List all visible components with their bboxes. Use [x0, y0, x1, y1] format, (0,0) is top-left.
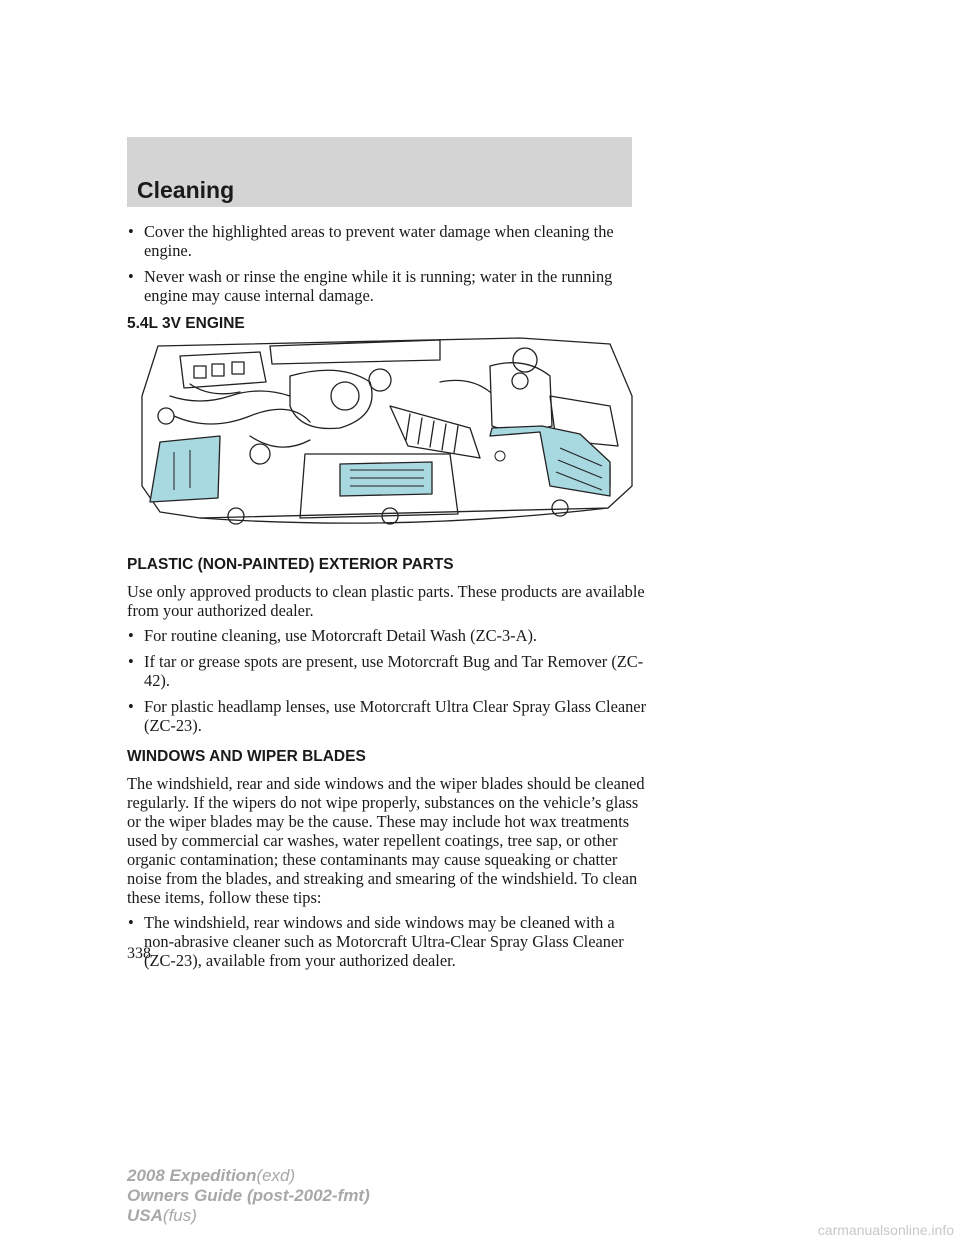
plastic-heading: PLASTIC (NON-PAINTED) EXTERIOR PARTS	[127, 556, 454, 573]
list-item	[127, 913, 647, 970]
list-item	[127, 652, 647, 690]
fuse-box	[180, 352, 266, 388]
windows-paragraph: The windshield, rear and side windows and the wiper blades should be cleaned regularly. If the wipers do not wipe properly, substances on the vehicle’s glass or the wiper blades may be the cause. These may include hot wax treatments used by commercial car washes, water repellent coatings, tree sap, or other organic contamination; these contaminants may cause squeaking or chatter noise from the blades, and streaking and smearing of the windshield. To clean these items, follow these tips:	[127, 774, 645, 907]
header-band	[127, 137, 632, 207]
highlighted-area-right-cover	[490, 426, 610, 496]
page-number: 338	[127, 945, 151, 962]
bullet-icon: •	[128, 697, 134, 716]
footer-market-code: (fus)	[162, 1206, 197, 1225]
bullet-icon: •	[128, 626, 134, 645]
plastic-paragraph: Use only approved products to clean plastic parts. These products are available from your authorized dealer.	[127, 582, 645, 620]
bullet-icon: •	[128, 913, 134, 932]
bullet-icon: •	[128, 652, 134, 671]
list-item	[127, 626, 647, 645]
highlighted-area-battery	[150, 436, 220, 502]
coolant-cap	[513, 348, 537, 372]
list-item	[127, 267, 647, 305]
bullet-icon: •	[128, 267, 134, 286]
list-item	[127, 222, 647, 260]
footer-line-2: Owners Guide (post-2002-fmt)	[127, 1186, 370, 1205]
engine-heading: 5.4L 3V ENGINE	[127, 315, 245, 332]
bullet-text: For plastic headlamp lenses, use Motorcraft Ultra Clear Spray Glass Cleaner (ZC-23).	[144, 697, 647, 735]
document-footer	[127, 1166, 370, 1226]
bullet-text: The windshield, rear windows and side windows may be cleaned with a non-abrasive cleaner such as Motorcraft Ultra-Clear Spray Glass Cleaner (ZC-23), available from your authorized dealer.	[144, 913, 624, 970]
bullet-icon: •	[128, 222, 134, 241]
footer-market: USA	[127, 1206, 163, 1225]
engine-illustration	[140, 336, 636, 534]
footer-model-code: (exd)	[256, 1166, 296, 1185]
bullet-text: Never wash or rinse the engine while it is running; water in the running engine may cause internal damage.	[144, 267, 613, 305]
intake-tube	[390, 406, 480, 458]
bullet-text: For routine cleaning, use Motorcraft Detail Wash (ZC-3-A).	[144, 626, 538, 645]
page-title: Cleaning	[137, 177, 235, 203]
bullet-text: Cover the highlighted areas to prevent water damage when cleaning the engine.	[144, 222, 614, 260]
watermark: carmanualsonline.info	[817, 1222, 954, 1238]
highlighted-area-plenum	[340, 462, 432, 496]
list-item	[127, 697, 647, 735]
bullet-text: If tar or grease spots are present, use Motorcraft Bug and Tar Remover (ZC-42).	[144, 652, 644, 690]
footer-line-1	[127, 1166, 370, 1186]
footer-line-3	[127, 1206, 370, 1226]
footer-model: 2008 Expedition	[127, 1166, 257, 1185]
windows-heading: WINDOWS AND WIPER BLADES	[127, 748, 366, 765]
